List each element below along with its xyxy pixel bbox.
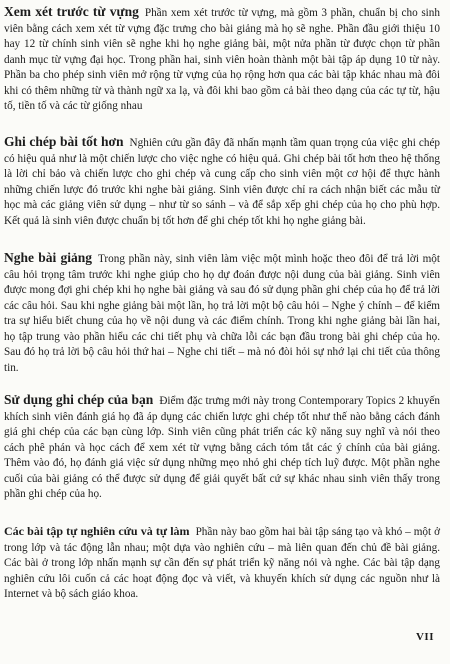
section-body: Phần xem xét trước từ vựng, mà gồm 3 phần, chuẩn bị cho sinh viên bằng cách xem xét từ vựng đặc trưng cho bài giảng mà họ sẽ nghe. Phần đầu giới thiệu 10 hay 12 từ chính sinh viên sẽ nghe khi họ nghe giảng bài, một nửa phần từ được chọn từ phần danh mục từ vựng đại học. Trong phần hai, sinh viên hoàn thành một bài tập áp dụng 10 từ này. Phần ba cho phép sinh viên mở rộng từ vựng của họ rộng hơn qua các bài tập khác nhau mà đôi khi có thêm những từ và thành ngữ xa lạ, và đôi khi bao gồm cả bài theo dạng của các tự từ, hậu tố, tiền tố và các từ giống nhau [4,7,440,112]
section-listening [4,250,440,376]
section-paragraph [4,524,440,603]
section-research-exercises [4,524,440,603]
page-number: VII [415,631,434,643]
section-body: Điểm đặc trưng mới này trong Contemporary Topics 2 khuyến khích sinh viên đánh giá họ đã áp dụng các chiến lược ghi chép tốt như thế nào bằng cách đánh giá ghi chép của các bạn cùng lớp. Sinh viên cũng phát triển các kỹ năng suy nghĩ và nói theo cách phê phán và học cách để xem xét từ vựng bằng cách tóm tắt các ý chính của bài giảng. Thêm vào đó, họ đánh giá việc sử dụng những mẹo nhỏ ghi chép tích luỹ được. Một phần nghe cuối của bài giảng có thể được sử dụng để giải quyết bất cứ sự khác nhau sinh viên thấy trong phần ghi chép của họ. [4,395,440,500]
section-body: Trong phần này, sinh viên làm việc một mình hoặc theo đôi để trả lời một câu hỏi trọng tâm trước khi nghe giúp cho họ dự đoán được nội dung của bài giảng. Sinh viên được mong đợi ghi chép khi họ nghe bài giảng và sau đó sử dụng phần ghi chép của họ để trả lời các câu hỏi. Sau khi nghe giảng bài một lần, họ trả lời một bộ câu hỏi – Nghe ý chính – để kiểm tra sự hiểu biết chung của họ về nội dung và các điểm chính. Trong khi nghe giảng bài lần hai, họ tập trung vào phần hiểu các chi tiết phụ và chữa lỗi các bạn đầu trong bài ghi chép của họ. Sau đó họ trả lời bộ câu hỏi thứ hai – Nghe chi tiết – mà nó đòi hỏi sự nhớ lại chi tiết của thông tin. [4,253,440,374]
section-heading: Sử dụng ghi chép của bạn [4,392,154,407]
section-paragraph [4,4,440,115]
section-heading: Nghe bài giảng [4,250,92,265]
section-paragraph [4,134,440,229]
section-using-notes [4,392,440,503]
section-body: Nghiên cứu gần đây đã nhấn mạnh tầm quan trọng của việc ghi chép có hiệu quả như là một chiến lược cho việc nghe có hiệu quả. Ghi chép bài tốt hơn theo hệ thống là lời chỉ bảo và chiến lược cho ghi chép và cung cấp cho sinh viên một cơ hội để thực hành những chiến lược đó trước khi nghe bài giảng. Sinh viên được chỉ ra cách nhận biết các mẫu từ học mà các giảng viên sử dụng – như từ so sánh – và để sắp xếp ghi chép của họ cho phù hợp. Kết quả là sinh viên được chuẩn bị tốt hơn để ghi chép tốt khi họ nghe giảng bài. [4,137,440,227]
section-heading: Ghi chép bài tốt hơn [4,134,124,149]
section-better-notes [4,134,440,229]
section-paragraph [4,392,440,503]
section-heading: Xem xét trước từ vựng [4,4,139,19]
section-body: Phần này bao gồm hai bài tập sáng tạo và khó – một ở trong lớp và tác động lẫn nhau; một dựa vào nghiên cứu – mà liên quan đến chủ đề bài giảng. Các bài ở trong lớp nhấn mạnh sự cần đến sự phát triển kỹ năng nói và nghe. Các bài tập dạng nghiên cứu lôi cuốn cả các hoạt động đọc và viết, và khuyến khích sử dụng các nguồn như là Internet và bộ sách giáo khoa. [4,526,440,600]
section-vocabulary-preview [4,4,440,115]
section-paragraph [4,250,440,376]
section-heading: Các bài tập tự nghiên cứu và tự làm [4,524,190,538]
